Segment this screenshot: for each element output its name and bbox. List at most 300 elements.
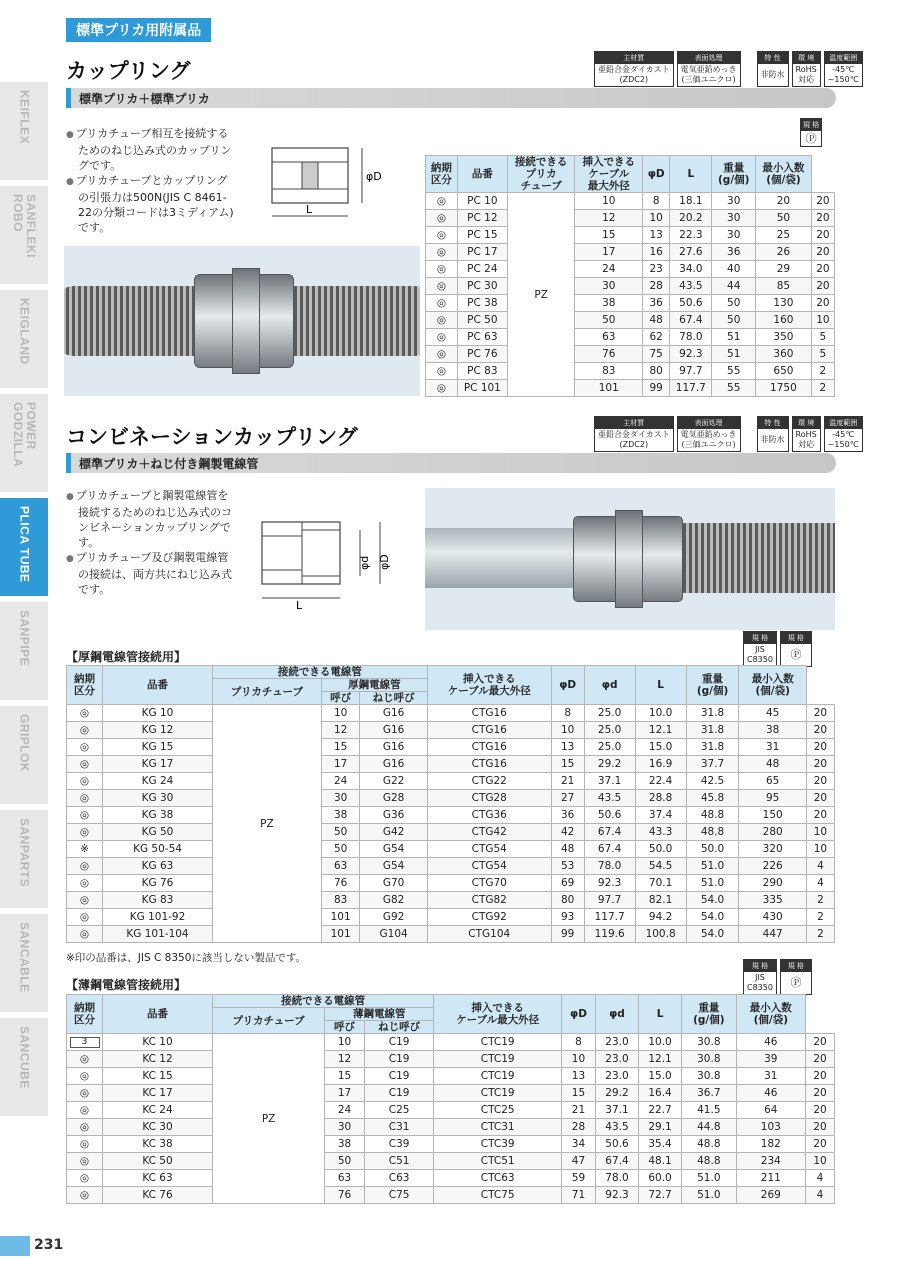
table-cell: KG 30 — [103, 790, 213, 807]
table-cell: 29.2 — [595, 1085, 638, 1102]
table-cell: 20 — [806, 1102, 835, 1119]
table-cell: 48.8 — [682, 1136, 737, 1153]
table-cell: 320 — [739, 841, 806, 858]
table-cell: 45.8 — [686, 790, 739, 807]
table-cell: 46 — [736, 1085, 805, 1102]
table-cell: 63 — [325, 1170, 365, 1187]
table-cell: 30 — [321, 790, 360, 807]
table-cell: 21 — [551, 773, 584, 790]
table-cell: 50 — [325, 1153, 365, 1170]
table-cell: G16 — [360, 705, 427, 722]
table-cell: 350 — [756, 329, 812, 346]
table-cell: 36 — [551, 807, 584, 824]
table-row — [67, 1034, 835, 1051]
table-cell: 2 — [811, 363, 834, 380]
table-cell: 25.0 — [584, 705, 635, 722]
table-cell: PC 50 — [457, 312, 507, 329]
table-cell: 2 — [806, 892, 834, 909]
table-cell: 24 — [575, 261, 643, 278]
table-cell: 30 — [575, 278, 643, 295]
table-cell: 38 — [739, 722, 806, 739]
table-cell: 3 — [67, 1034, 103, 1051]
table-cell: KG 83 — [103, 892, 213, 909]
table-row — [67, 824, 835, 841]
table-cell: CTG16 — [427, 756, 551, 773]
table-cell: 60.0 — [639, 1170, 682, 1187]
table-cell: 64 — [736, 1102, 805, 1119]
table-cell: CTG36 — [427, 807, 551, 824]
thin-section-title: 【薄鋼電線管接続用】 — [66, 978, 187, 992]
table-cell: G104 — [360, 926, 427, 943]
table-cell: 20 — [806, 790, 834, 807]
sidebar-tab[interactable] — [0, 186, 48, 287]
table-cell: 48.8 — [682, 1153, 737, 1170]
table-cell: 43.5 — [584, 790, 635, 807]
table-cell: 30.8 — [682, 1034, 737, 1051]
table-cell: 4 — [806, 858, 834, 875]
table-cell: ◎ — [426, 380, 458, 397]
dim-l-label: L — [296, 599, 303, 610]
table-cell: 42.5 — [686, 773, 739, 790]
table-cell: 50.6 — [670, 295, 712, 312]
table-cell: 101 — [321, 926, 360, 943]
table-cell: 65 — [739, 773, 806, 790]
table-cell: G54 — [360, 841, 427, 858]
table-cell: 85 — [756, 278, 812, 295]
table-cell: 12 — [575, 210, 643, 227]
table-cell: G54 — [360, 858, 427, 875]
table-cell: 48.8 — [686, 807, 739, 824]
table-cell: 10.0 — [635, 705, 686, 722]
table-cell: 39 — [736, 1051, 805, 1068]
table-cell: CTG22 — [427, 773, 551, 790]
table-cell: CTC25 — [434, 1102, 562, 1119]
combo-subtitle: 標準プリカ＋ねじ付き鋼製電線管 — [66, 453, 836, 473]
table-row — [426, 227, 835, 244]
table-cell: 69 — [551, 875, 584, 892]
table-cell: 269 — [736, 1187, 805, 1204]
table-cell: KG 24 — [103, 773, 213, 790]
table-cell: 16 — [643, 244, 670, 261]
table-cell: 94.2 — [635, 909, 686, 926]
table-cell: 92.3 — [670, 346, 712, 363]
table-cell: ◎ — [67, 1187, 103, 1204]
table-cell: G42 — [360, 824, 427, 841]
table-cell: 67.4 — [595, 1153, 638, 1170]
table-cell: 67.4 — [584, 824, 635, 841]
table-cell: 20 — [806, 1136, 835, 1153]
table-cell: 50 — [575, 312, 643, 329]
bullet: ● プリカチューブとカップリングの引張力は500N(JIS C 8461-22の分類コードは3ミディアム)です。 — [66, 173, 236, 235]
sidebar-tab[interactable] — [0, 810, 48, 911]
table-cell: 41.5 — [682, 1102, 737, 1119]
table-cell: 23.0 — [595, 1068, 638, 1085]
sidebar-tab[interactable] — [0, 498, 48, 599]
table-cell: ◎ — [67, 1068, 103, 1085]
table-row — [426, 295, 835, 312]
table-cell: 12 — [325, 1051, 365, 1068]
sidebar-tab[interactable] — [0, 706, 48, 807]
coupling-standard: 規 格 Ⓟ — [800, 118, 822, 147]
combo-spec-badges: 主材質 亜鉛合金ダイカスト (ZDC2) 表面処理 電気亜鉛めっき (三価ユニクロ) 特 性 非防水 環 境 RoHS 対応 温度範囲 -45℃ ~150℃ — [594, 416, 863, 452]
table-cell: 40 — [712, 261, 756, 278]
table-cell: KC 76 — [103, 1187, 213, 1204]
table-cell: 34 — [562, 1136, 596, 1153]
table-cell: 76 — [321, 875, 360, 892]
table-row — [67, 1102, 835, 1119]
table-cell: CTC75 — [434, 1187, 562, 1204]
table-cell: 16.9 — [635, 756, 686, 773]
table-cell: ◎ — [67, 807, 103, 824]
table-cell: KG 38 — [103, 807, 213, 824]
table-cell: CTG92 — [427, 909, 551, 926]
table-cell: 101 — [575, 380, 643, 397]
table-cell: 20 — [811, 210, 834, 227]
table-cell: ◎ — [426, 312, 458, 329]
table-cell: 55 — [712, 380, 756, 397]
table-row — [67, 875, 835, 892]
table-cell: 22.7 — [639, 1102, 682, 1119]
table-cell: 53 — [551, 858, 584, 875]
table-cell: 31.8 — [686, 739, 739, 756]
table-row — [67, 756, 835, 773]
table-cell: PC 24 — [457, 261, 507, 278]
spec-surface: 表面処理 電気亜鉛めっき (三価ユニクロ) — [677, 51, 741, 87]
table-cell: 20.2 — [670, 210, 712, 227]
table-cell: CTC19 — [434, 1068, 562, 1085]
table-cell: PC 17 — [457, 244, 507, 261]
table-cell: 31.8 — [686, 705, 739, 722]
table-cell: KG 76 — [103, 875, 213, 892]
table-cell: G36 — [360, 807, 427, 824]
table-cell: 30 — [325, 1119, 365, 1136]
table-cell: 50 — [712, 312, 756, 329]
h-neji: ねじ呼び — [360, 692, 427, 705]
table-cell: 22.3 — [670, 227, 712, 244]
table-cell: 12.1 — [639, 1051, 682, 1068]
table-row — [426, 193, 835, 210]
table-cell: 20 — [806, 739, 834, 756]
table-cell: 23 — [643, 261, 670, 278]
table-cell: 38 — [575, 295, 643, 312]
sidebar-tab[interactable] — [0, 914, 48, 1015]
column-header: L — [670, 156, 712, 193]
table-cell: 82.1 — [635, 892, 686, 909]
table-cell: 30.8 — [682, 1051, 737, 1068]
table-cell: 4 — [806, 1170, 835, 1187]
table-cell: 83 — [575, 363, 643, 380]
table-cell: C19 — [364, 1034, 433, 1051]
table-cell: 54.0 — [686, 909, 739, 926]
table-cell: 37.4 — [635, 807, 686, 824]
table-row — [426, 346, 835, 363]
table-cell: 43.5 — [670, 278, 712, 295]
table-cell: ◎ — [67, 892, 103, 909]
table-cell: 29 — [756, 261, 812, 278]
table-cell: KC 10 — [103, 1034, 213, 1051]
table-cell: 8 — [562, 1034, 596, 1051]
table-cell: 43.5 — [595, 1119, 638, 1136]
table-cell: 10 — [643, 210, 670, 227]
table-cell: 62 — [643, 329, 670, 346]
table-cell: KG 101-104 — [103, 926, 213, 943]
sidebar-tab[interactable] — [0, 82, 48, 183]
table-cell: KC 15 — [103, 1068, 213, 1085]
table-row — [67, 790, 835, 807]
table-cell: 50 — [321, 841, 360, 858]
table-cell: CTG54 — [427, 841, 551, 858]
table-cell: 30.8 — [682, 1068, 737, 1085]
column-header: 重量 (g/個) — [712, 156, 756, 193]
sidebar-tab-label: SANPARTS — [17, 818, 32, 888]
table-cell: 99 — [551, 926, 584, 943]
table-cell: 290 — [739, 875, 806, 892]
h-cable: 挿入できる ケーブル最大外径 — [427, 666, 551, 705]
column-header: φD — [643, 156, 670, 193]
table-cell: C75 — [364, 1187, 433, 1204]
table-cell: 51 — [712, 329, 756, 346]
table-row — [67, 807, 835, 824]
table-cell: 182 — [736, 1136, 805, 1153]
table-cell: 101 — [321, 909, 360, 926]
table-cell: 25.0 — [584, 739, 635, 756]
table-cell: 12.1 — [635, 722, 686, 739]
table-cell: 44 — [712, 278, 756, 295]
table-cell: 20 — [806, 1068, 835, 1085]
table-cell: 226 — [739, 858, 806, 875]
sidebar-tab-label: SANPIPE — [17, 610, 32, 667]
table-cell: KG 12 — [103, 722, 213, 739]
table-cell: 34.0 — [670, 261, 712, 278]
table-cell: 76 — [575, 346, 643, 363]
table-cell: 92.3 — [595, 1187, 638, 1204]
table-cell: 447 — [739, 926, 806, 943]
table-cell: G70 — [360, 875, 427, 892]
sidebar-tab-label: KEIGLAND — [17, 298, 32, 365]
table-cell: 36 — [643, 295, 670, 312]
table-cell: ◎ — [67, 756, 103, 773]
h-noki: 納期 区分 — [67, 666, 103, 705]
table-cell: 50.0 — [686, 841, 739, 858]
category-chip: 標準プリカ用附属品 — [66, 18, 211, 42]
table-cell: CTC63 — [434, 1170, 562, 1187]
table-cell: 24 — [325, 1102, 365, 1119]
table-cell: 25 — [756, 227, 812, 244]
table-cell: 18.1 — [670, 193, 712, 210]
table-cell: 15 — [325, 1068, 365, 1085]
table-cell: 4 — [806, 875, 834, 892]
column-header: 挿入できる ケーブル 最大外径 — [575, 156, 643, 193]
table-cell: 67.4 — [670, 312, 712, 329]
table-cell: ◎ — [426, 244, 458, 261]
table-cell: ◎ — [426, 346, 458, 363]
spec-temp: 温度範囲 -45℃ ~150℃ — [824, 51, 863, 87]
table-row — [426, 312, 835, 329]
table-cell: 16.4 — [639, 1085, 682, 1102]
h-bd: φD — [551, 666, 584, 705]
table-cell: 17 — [325, 1085, 365, 1102]
table-cell: ◎ — [67, 773, 103, 790]
table-cell: 20 — [806, 722, 834, 739]
table-cell: ◎ — [67, 824, 103, 841]
table-cell: 2 — [811, 380, 834, 397]
table-cell: ◎ — [67, 1136, 103, 1153]
table-cell: KG 10 — [103, 705, 213, 722]
table-cell: ◎ — [426, 363, 458, 380]
table-cell: 15 — [562, 1085, 596, 1102]
table-cell: CTC31 — [434, 1119, 562, 1136]
table-cell: C39 — [364, 1136, 433, 1153]
table-cell: ◎ — [67, 1153, 103, 1170]
table-cell: 48 — [739, 756, 806, 773]
table-cell: 20 — [811, 261, 834, 278]
table-cell: C19 — [364, 1051, 433, 1068]
table-cell: 25.0 — [584, 722, 635, 739]
table-cell: CTG16 — [427, 705, 551, 722]
table-cell: KC 38 — [103, 1136, 213, 1153]
combo-dimension-diagram — [252, 510, 402, 610]
table-cell: 50.0 — [635, 841, 686, 858]
table-row — [67, 1068, 835, 1085]
table-cell: 20 — [811, 278, 834, 295]
table-cell: CTC19 — [434, 1034, 562, 1051]
bullet: ● プリカチューブと鋼製電線管を接続するためのねじ込み式のコンビネーションカップリングです。 — [66, 488, 236, 550]
table-cell: 13 — [551, 739, 584, 756]
table-cell: 24 — [321, 773, 360, 790]
table-cell: G16 — [360, 739, 427, 756]
table-cell: 8 — [551, 705, 584, 722]
table-cell: 360 — [756, 346, 812, 363]
coupling-dimension-diagram — [262, 140, 382, 232]
h-w: 重量 (g/個) — [686, 666, 739, 705]
table-cell: PC 12 — [457, 210, 507, 227]
table-cell: 13 — [643, 227, 670, 244]
table-cell: 15.0 — [639, 1068, 682, 1085]
table-cell: 17 — [321, 756, 360, 773]
table-cell: CTG28 — [427, 790, 551, 807]
coupling-title: カップリング — [66, 59, 191, 83]
table-cell: C31 — [364, 1119, 433, 1136]
table-cell: 48.1 — [639, 1153, 682, 1170]
table-cell: 17 — [575, 244, 643, 261]
table-cell: 93 — [551, 909, 584, 926]
series-cell: PZ — [213, 705, 322, 943]
dim-big-d-label: φD — [378, 554, 391, 570]
table-cell: C19 — [364, 1068, 433, 1085]
sidebar-tab[interactable] — [0, 1018, 48, 1119]
table-cell: G92 — [360, 909, 427, 926]
thin-spec-table: 納期 区分 品番 接続できる電線管 挿入できる ケーブル最大外径 φD φd L 重量 (g/個) 最小入数 (個/袋) プリカチューブ 薄鋼電線管 呼び ねじ呼び 3 KC 10 PZ 10 C19 CTC19 8 23.0 10.0 30.8 46 20 ◎ KC 12 12 C19 CTC19 10 23.0 12.1 30.8 39 20 ◎ KC 15 15 C19 CTC19 13 23.0 15.0 30.8 31 20 ◎ KC 17 17 C19 CTC19 15 29.2 16.4 36.7 46 20 ◎ KC 24 24 C25 CTC25 21 37.1 22.7 41.5 64 20 ◎ KC 30 30 C31 CTC31 28 43.5 29.1 44.8 103 20 ◎ KC 38 38 C39 CTC39 34 50.6 35.4 48.8 182 20 ◎ KC 50 50 C51 CTC51 47 67.4 48.1 48.8 234 10 ◎ KC 63 63 C63 CTC63 59 78.0 60.0 51.0 211 4 ◎ KC 76 76 C75 CTC75 71 92.3 72.7 51.0 269 4 — [66, 994, 835, 1204]
table-cell: 97.7 — [670, 363, 712, 380]
table-cell: CTG70 — [427, 875, 551, 892]
table-cell: 50.6 — [584, 807, 635, 824]
table-cell: 63 — [321, 858, 360, 875]
table-cell: PC 30 — [457, 278, 507, 295]
table-cell: 27.6 — [670, 244, 712, 261]
series-cell: PZ — [507, 193, 575, 397]
table-cell: G28 — [360, 790, 427, 807]
table-cell: 28 — [643, 278, 670, 295]
table-cell: KG 50 — [103, 824, 213, 841]
table-cell: 75 — [643, 346, 670, 363]
table-row — [426, 380, 835, 397]
table-cell: KC 12 — [103, 1051, 213, 1068]
table-row — [67, 1051, 835, 1068]
table-cell: 280 — [739, 824, 806, 841]
table-row — [67, 773, 835, 790]
table-cell: 20 — [806, 756, 834, 773]
table-cell: 36.7 — [682, 1085, 737, 1102]
table-cell: CTC19 — [434, 1085, 562, 1102]
table-cell: G82 — [360, 892, 427, 909]
table-cell: 37.1 — [595, 1102, 638, 1119]
column-header: 最小入数 (個/袋) — [756, 156, 812, 193]
spec-feature: 特 性 非防水 — [757, 51, 789, 87]
table-row — [67, 1085, 835, 1102]
table-cell: 5 — [811, 346, 834, 363]
sidebar-tab[interactable] — [0, 602, 48, 703]
table-row — [67, 705, 835, 722]
table-cell: C25 — [364, 1102, 433, 1119]
table-cell: CTG104 — [427, 926, 551, 943]
table-cell: KC 63 — [103, 1170, 213, 1187]
table-row — [426, 210, 835, 227]
table-cell: 42 — [551, 824, 584, 841]
table-cell: 100.8 — [635, 926, 686, 943]
table-cell: ◎ — [426, 278, 458, 295]
table-cell: G16 — [360, 722, 427, 739]
table-cell: 30 — [712, 227, 756, 244]
table-cell: ◎ — [67, 790, 103, 807]
table-cell: 28.8 — [635, 790, 686, 807]
table-row — [426, 329, 835, 346]
table-cell: 27 — [551, 790, 584, 807]
table-cell: 20 — [806, 807, 834, 824]
table-cell: KG 63 — [103, 858, 213, 875]
table-cell: 21 — [562, 1102, 596, 1119]
table-cell: 31.8 — [686, 722, 739, 739]
table-cell: CTG16 — [427, 739, 551, 756]
thin-standard: 規 格 JIS C8350 規 格 Ⓟ — [743, 959, 812, 995]
table-cell: 130 — [756, 295, 812, 312]
dim-small-d-label: φd — [358, 555, 371, 570]
page-number-bar — [0, 1236, 30, 1256]
table-cell: ◎ — [426, 193, 458, 210]
sidebar-tab[interactable] — [0, 290, 48, 391]
table-cell: ◎ — [67, 705, 103, 722]
table-cell: 70.1 — [635, 875, 686, 892]
table-cell: 80 — [643, 363, 670, 380]
h-steel: 厚鋼電線管 — [321, 679, 427, 692]
coupling-bullets — [66, 126, 236, 235]
table-cell: PC 101 — [457, 380, 507, 397]
table-cell: CTC19 — [434, 1051, 562, 1068]
table-cell: ◎ — [67, 739, 103, 756]
sidebar-tab[interactable] — [0, 394, 48, 495]
table-cell: KG 50-54 — [103, 841, 213, 858]
table-cell: ◎ — [67, 909, 103, 926]
table-cell: 335 — [739, 892, 806, 909]
table-cell: PC 63 — [457, 329, 507, 346]
table-row — [67, 858, 835, 875]
table-cell: 63 — [575, 329, 643, 346]
table-cell: C51 — [364, 1153, 433, 1170]
table-cell: 95 — [739, 790, 806, 807]
table-row — [67, 1119, 835, 1136]
table-cell: ◎ — [67, 1051, 103, 1068]
table-cell: ◎ — [426, 210, 458, 227]
table-cell: 50.6 — [595, 1136, 638, 1153]
